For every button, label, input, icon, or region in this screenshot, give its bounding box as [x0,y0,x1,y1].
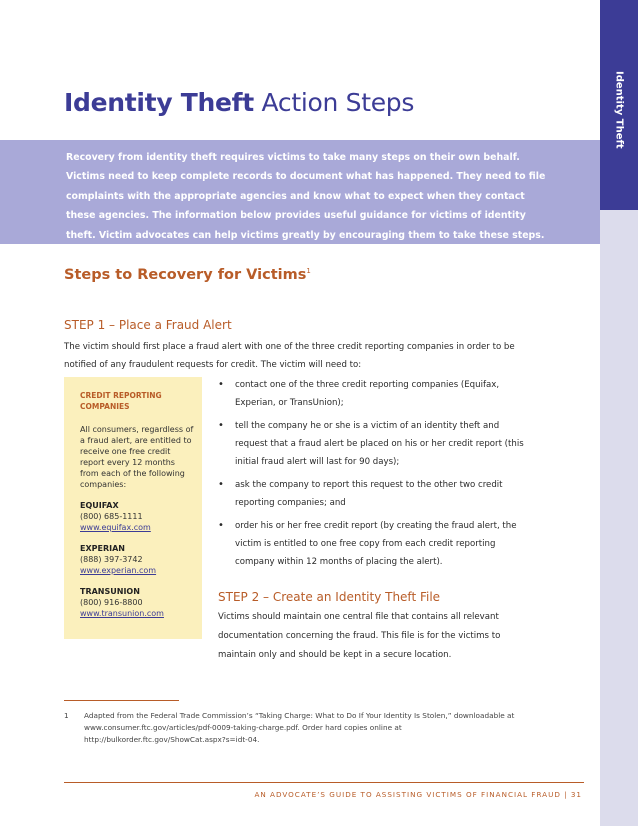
company-phone-transunion: (800) 916-8800 [80,598,143,607]
bullet-dot-icon: • [218,479,224,490]
footnote [64,710,534,746]
bullet-dot-icon: • [218,379,224,390]
list-item [218,417,533,471]
step1-body: The victim should first place a fraud alert with one of the three credit reporting companies in order to be notified of any fraudulent requests for credit. The victim will need to: [64,342,515,370]
section-heading [64,267,311,283]
bullet-text: tell the company he or she is a victim of an identity theft and request that a fraud alert be placed on his or her credit report (this initial fraud alert will last for 90 days); [235,421,524,467]
step2-heading: STEP 2 – Create an Identity Theft File [218,590,441,604]
company-link-experian[interactable]: www.experian.com [80,566,157,575]
page-footer: AN ADVOCATE’S GUIDE TO ASSISTING VICTIMS OF FINANCIAL FRAUD | 31 [254,790,582,799]
footnote-number: 1 [64,711,69,720]
company-link-transunion[interactable]: www.transunion.com [80,609,164,618]
footnote-text: Adapted from the Federal Trade Commission’s “Taking Charge: What to Do If Your Identity Is Stolen,” downloadable at www.consumer.ftc.gov/articles/pdf-0009-taking-charge.pdf. Order hard copies online at http://bulkorder.ftc.gov/ShowCat.aspx?s=idt-04. [84,711,515,744]
step1-heading: STEP 1 – Place a Fraud Alert [64,318,232,332]
company-name-experian: EXPERIAN [80,544,125,553]
section-footnote-marker: 1 [306,267,311,276]
bullet-text: order his or her free credit report (by creating the fraud alert, the victim is entitled to one free copy from each credit reporting company within 12 months of placing the alert). [235,521,517,567]
company-link-equifax[interactable]: www.equifax.com [80,523,151,532]
page-title-rest: Action Steps [253,88,415,117]
list-item [218,376,533,412]
list-item [218,476,533,512]
page-title [64,88,414,117]
step1-bullet-list [218,376,533,576]
sidebar-heading: CREDIT REPORTING COMPANIES [80,391,162,411]
company-name-transunion: TRANSUNION [80,587,140,596]
page-title-bold: Identity Theft [64,88,254,117]
company-phone-equifax: (800) 685-1111 [80,512,143,521]
sidebar-intro: All consumers, regardless of a fraud alert, are entitled to receive one free credit report every 12 months from each of the following companies: [80,425,194,489]
company-phone-experian: (888) 397-3742 [80,555,143,564]
section-heading-text: Steps to Recovery for Victims [64,267,307,283]
step2-body: Victims should maintain one central file that contains all relevant documentation concerning the fraud. This file is for the victims to maintain only and should be kept in a secure location. [218,612,501,660]
footer-divider [64,782,584,783]
intro-text: Recovery from identity theft requires victims to take many steps on their own behalf. Victims need to keep complete records to document what has happened. They need to file complaints with the appropriate agencies and know what to expect when they contact these agencies. The information below provides useful guidance for victims of identity theft. Victim advocates can help victims greatly by encouraging them to take these steps. [66,152,546,241]
bullet-text: contact one of the three credit reporting companies (Equifax, Experian, or TransUnion); [235,380,500,408]
credit-companies-content [80,390,196,629]
list-item [218,517,533,571]
bullet-text: ask the company to report this request to the other two credit reporting companies; and [235,480,503,508]
bullet-dot-icon: • [218,420,224,431]
bullet-dot-icon: • [218,520,224,531]
company-name-equifax: EQUIFAX [80,501,119,510]
side-tab-label: Identity Theft [613,71,625,149]
footnote-divider [64,700,179,701]
